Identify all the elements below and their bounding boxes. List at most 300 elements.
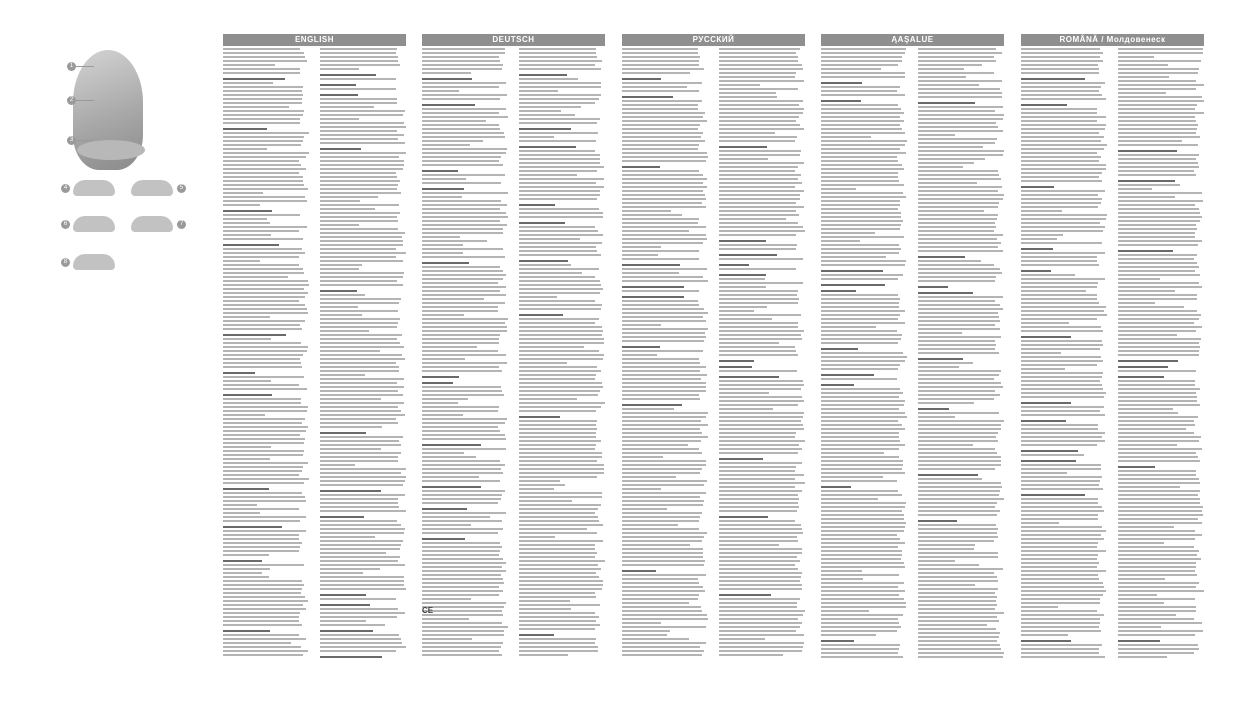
text-line	[719, 610, 805, 612]
text-line	[320, 484, 403, 486]
column-english	[223, 34, 406, 670]
text-line	[519, 166, 604, 168]
text-line	[821, 236, 904, 238]
text-line	[320, 192, 401, 194]
text-line	[918, 390, 995, 392]
text-line	[519, 500, 572, 502]
text-line	[918, 230, 994, 232]
text-line	[622, 456, 663, 458]
text-line	[223, 52, 304, 54]
text-line	[223, 300, 299, 302]
text-line	[918, 478, 982, 480]
callout-line	[76, 66, 94, 67]
text-line	[719, 606, 797, 608]
text-line	[1021, 68, 1099, 70]
column-romanian	[1021, 34, 1204, 670]
text-line	[622, 218, 699, 220]
text-line	[320, 138, 398, 140]
text-line	[622, 378, 701, 380]
text-line	[719, 440, 805, 442]
text-line	[821, 494, 902, 496]
text-line	[719, 68, 803, 70]
text-line	[320, 208, 375, 210]
text-line	[320, 294, 365, 296]
text-line	[422, 618, 469, 620]
text-line	[223, 342, 301, 344]
section-heading-line	[918, 102, 975, 104]
text-line	[1118, 404, 1200, 406]
text-line	[320, 220, 398, 222]
text-line	[1021, 148, 1104, 150]
text-line	[1118, 116, 1195, 118]
text-line	[519, 94, 601, 96]
text-line	[719, 584, 802, 586]
text-line	[622, 104, 698, 106]
text-line	[719, 322, 798, 324]
text-line	[918, 580, 998, 582]
text-line	[422, 116, 508, 118]
text-line	[821, 622, 899, 624]
text-line	[1118, 338, 1201, 340]
text-line	[622, 290, 699, 292]
text-line	[223, 470, 302, 472]
text-line	[622, 358, 699, 360]
section-heading-line	[1118, 150, 1177, 152]
text-line	[918, 436, 996, 438]
text-line	[223, 168, 306, 170]
section-heading-line	[821, 270, 883, 272]
text-line	[918, 604, 997, 606]
text-line	[320, 426, 382, 428]
text-line	[622, 222, 698, 224]
section-heading-line	[1021, 336, 1071, 338]
text-line	[422, 390, 502, 392]
text-line	[223, 588, 302, 590]
text-line	[320, 322, 398, 324]
text-line	[519, 612, 595, 614]
text-line	[422, 216, 508, 218]
text-line	[918, 194, 1004, 196]
text-line	[519, 564, 598, 566]
text-line	[918, 178, 1001, 180]
section-heading-line	[1118, 466, 1155, 468]
text-line	[320, 114, 403, 116]
text-line	[821, 368, 898, 370]
section-heading-line	[918, 358, 963, 360]
text-line	[519, 572, 596, 574]
text-line	[821, 460, 903, 462]
text-line	[821, 64, 898, 66]
language-header: ROMÂNĂ / Молдовенеск	[1021, 34, 1204, 46]
text-line	[821, 610, 869, 612]
text-line	[1118, 166, 1199, 168]
text-line	[622, 304, 699, 306]
text-line	[519, 212, 603, 214]
text-line	[320, 172, 396, 174]
text-line	[821, 534, 897, 536]
text-line	[320, 506, 399, 508]
section-heading-line	[422, 382, 453, 384]
text-line	[422, 528, 503, 530]
text-line	[422, 570, 506, 572]
text-line	[223, 512, 260, 514]
text-line	[320, 284, 403, 286]
text-line	[320, 184, 398, 186]
text-line	[821, 274, 903, 276]
text-line	[422, 314, 464, 316]
text-line	[1118, 322, 1194, 324]
text-line	[821, 72, 905, 74]
text-line	[821, 104, 898, 106]
section-heading-line	[422, 188, 464, 190]
text-line	[719, 462, 802, 464]
text-line	[519, 170, 597, 172]
text-line	[719, 524, 801, 526]
text-line	[622, 152, 707, 154]
text-line	[519, 548, 595, 550]
text-subcolumn	[1118, 48, 1204, 658]
section-heading-line	[320, 604, 370, 606]
text-line	[1021, 132, 1099, 134]
text-line	[821, 200, 900, 202]
text-line	[422, 52, 505, 54]
text-line	[1021, 376, 1102, 378]
text-line	[821, 108, 901, 110]
text-line	[1118, 574, 1197, 576]
text-line	[821, 176, 898, 178]
text-line	[622, 316, 703, 318]
text-line	[320, 272, 404, 274]
text-line	[320, 102, 397, 104]
text-line	[519, 402, 605, 404]
section-heading-line	[622, 296, 684, 298]
section-heading-line	[519, 416, 560, 418]
text-line	[422, 638, 472, 640]
text-line	[1118, 298, 1197, 300]
text-line	[223, 366, 302, 368]
text-line	[422, 338, 499, 340]
text-line	[223, 600, 308, 602]
text-subcolumn	[223, 48, 309, 658]
text-line	[1118, 76, 1169, 78]
text-line	[918, 648, 1001, 650]
section-heading-line	[1021, 460, 1076, 462]
text-line	[1021, 648, 1099, 650]
text-line	[1118, 506, 1203, 508]
text-line	[719, 282, 803, 284]
text-line	[1021, 294, 1097, 296]
text-line	[223, 402, 301, 404]
text-line	[1021, 578, 1099, 580]
text-line	[223, 56, 305, 58]
text-line	[223, 264, 299, 266]
text-line	[821, 196, 906, 198]
text-line	[622, 582, 699, 584]
section-heading-line	[918, 474, 978, 476]
section-heading-line	[821, 486, 851, 488]
text-line	[719, 618, 798, 620]
text-line	[422, 212, 506, 214]
text-line	[622, 598, 698, 600]
text-line	[719, 370, 797, 372]
attachment-5	[131, 180, 173, 196]
text-line	[422, 152, 506, 154]
text-line	[422, 330, 507, 332]
text-line	[918, 588, 998, 590]
text-line	[519, 98, 599, 100]
text-line	[1118, 486, 1180, 488]
text-line	[821, 188, 856, 190]
text-line	[918, 468, 995, 470]
text-line	[918, 122, 996, 124]
text-line	[519, 378, 595, 380]
text-line	[223, 478, 309, 480]
text-line	[223, 554, 269, 556]
text-line	[519, 178, 604, 180]
text-line	[223, 634, 299, 636]
text-line	[821, 590, 905, 592]
text-line	[1021, 428, 1098, 430]
text-line	[622, 312, 708, 314]
text-line	[1118, 306, 1184, 308]
text-line	[223, 462, 308, 464]
section-heading-line	[1021, 402, 1071, 404]
text-line	[1021, 444, 1097, 446]
text-line	[719, 614, 803, 616]
text-line	[719, 92, 776, 94]
text-line	[1021, 606, 1058, 608]
text-line	[1021, 306, 1106, 308]
text-line	[1021, 94, 1102, 96]
text-line	[719, 342, 779, 344]
text-line	[422, 98, 500, 100]
text-line	[918, 190, 998, 192]
text-line	[1118, 412, 1178, 414]
text-line	[223, 550, 299, 552]
section-heading-line	[1021, 420, 1066, 422]
text-line	[622, 432, 702, 434]
text-line	[519, 150, 595, 152]
text-line	[1118, 258, 1194, 260]
text-line	[223, 238, 303, 240]
callout-line	[76, 140, 94, 141]
text-line	[320, 56, 398, 58]
text-line	[519, 544, 595, 546]
text-line	[918, 428, 1001, 430]
text-line	[519, 650, 598, 652]
text-line	[320, 164, 404, 166]
text-line	[223, 156, 306, 158]
text-line	[821, 490, 898, 492]
attachment-4	[73, 180, 115, 196]
text-line	[821, 452, 884, 454]
text-line	[622, 508, 667, 510]
text-line	[223, 140, 303, 142]
text-line	[719, 466, 796, 468]
text-line	[519, 638, 596, 640]
text-line	[918, 612, 1004, 614]
text-line	[1118, 610, 1196, 612]
text-line	[821, 502, 906, 504]
text-line	[1021, 440, 1105, 442]
text-line	[223, 200, 307, 202]
text-line	[719, 536, 797, 538]
text-line	[719, 494, 798, 496]
text-line	[1021, 60, 1103, 62]
text-line	[1021, 630, 1101, 632]
text-line	[519, 390, 600, 392]
text-line	[1021, 526, 1102, 528]
text-line	[1021, 468, 1101, 470]
text-line	[821, 132, 905, 134]
text-line	[719, 214, 799, 216]
text-line	[1021, 164, 1106, 166]
text-line	[1118, 294, 1197, 296]
text-line	[223, 218, 267, 220]
text-line	[821, 298, 900, 300]
text-line	[422, 546, 502, 548]
text-line	[622, 272, 679, 274]
text-line	[320, 378, 404, 380]
text-line	[223, 642, 291, 644]
body-text	[422, 48, 605, 658]
text-line	[719, 290, 798, 292]
text-line	[320, 402, 404, 404]
text-line	[519, 504, 601, 506]
text-line	[223, 118, 300, 120]
text-line	[320, 280, 397, 282]
text-line	[622, 622, 661, 624]
text-line	[422, 192, 508, 194]
text-line	[719, 136, 797, 138]
text-line	[1021, 234, 1063, 236]
text-line	[1021, 530, 1106, 532]
text-line	[223, 226, 307, 228]
text-line	[223, 638, 306, 640]
text-line	[519, 528, 587, 530]
text-line	[918, 316, 999, 318]
text-line	[622, 332, 705, 334]
text-line	[821, 144, 905, 146]
text-line	[1118, 334, 1177, 336]
text-line	[821, 212, 901, 214]
text-line	[1118, 538, 1195, 540]
text-line	[1021, 156, 1101, 158]
text-line	[719, 202, 796, 204]
text-line	[1021, 656, 1105, 658]
text-line	[223, 122, 300, 124]
text-line	[223, 284, 309, 286]
text-line	[821, 314, 900, 316]
text-line	[223, 604, 303, 606]
text-line	[821, 224, 901, 226]
text-line	[719, 482, 805, 484]
text-line	[223, 260, 260, 262]
text-line	[223, 592, 301, 594]
text-line	[223, 304, 305, 306]
text-line	[422, 228, 503, 230]
text-line	[918, 620, 999, 622]
text-line	[622, 552, 703, 554]
text-line	[1118, 128, 1197, 130]
text-line	[422, 630, 504, 632]
text-line	[422, 622, 502, 624]
text-line	[918, 222, 995, 224]
text-line	[622, 206, 706, 208]
text-line	[320, 168, 403, 170]
text-line	[320, 118, 359, 120]
text-line	[719, 428, 804, 430]
text-line	[519, 568, 601, 570]
text-line	[519, 508, 598, 510]
text-line	[1021, 310, 1104, 312]
text-line	[422, 398, 468, 400]
text-line	[1118, 158, 1196, 160]
text-line	[918, 68, 964, 70]
text-line	[918, 510, 1000, 512]
text-line	[918, 336, 1001, 338]
text-line	[821, 256, 886, 258]
text-line	[519, 292, 600, 294]
text-line	[821, 602, 906, 604]
text-line	[1021, 574, 1098, 576]
text-line	[719, 346, 795, 348]
text-line	[519, 140, 596, 142]
text-line	[1021, 582, 1103, 584]
text-line	[719, 64, 802, 66]
text-line	[1118, 154, 1199, 156]
text-line	[719, 580, 800, 582]
text-line	[320, 588, 406, 590]
text-line	[1021, 322, 1069, 324]
text-line	[1021, 326, 1101, 328]
text-line	[519, 288, 603, 290]
text-line	[1118, 614, 1176, 616]
callout-8: 8	[61, 258, 70, 267]
text-line	[1118, 330, 1196, 332]
text-line	[1118, 314, 1201, 316]
section-heading-line	[223, 630, 270, 632]
text-line	[821, 420, 898, 422]
text-line	[223, 188, 308, 190]
text-line	[719, 234, 796, 236]
text-line	[320, 502, 398, 504]
text-line	[519, 362, 567, 364]
text-line	[622, 646, 700, 648]
text-line	[918, 552, 998, 554]
text-line	[422, 438, 506, 440]
text-line	[320, 476, 406, 478]
text-line	[1021, 256, 1097, 258]
section-heading-line	[422, 376, 459, 378]
text-line	[719, 490, 802, 492]
text-line	[422, 108, 506, 110]
text-line	[918, 576, 997, 578]
text-line	[821, 352, 903, 354]
text-line	[422, 148, 507, 150]
text-line	[1021, 414, 1105, 416]
text-subcolumn	[622, 48, 708, 658]
text-line	[422, 248, 503, 250]
text-line	[918, 448, 995, 450]
text-line	[320, 366, 399, 368]
text-line	[622, 194, 705, 196]
text-line	[422, 64, 503, 66]
text-line	[1118, 598, 1195, 600]
text-line	[320, 240, 403, 242]
text-line	[320, 440, 399, 442]
text-line	[320, 580, 404, 582]
